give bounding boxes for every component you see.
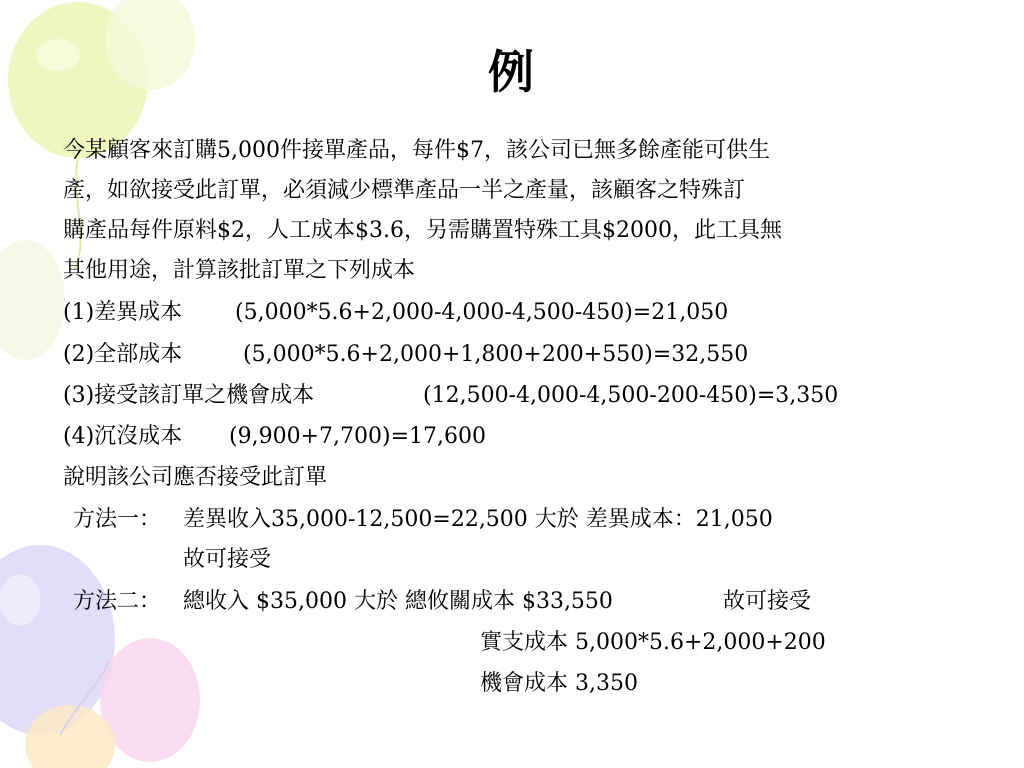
method-1-conclusion: 故可接受: [183, 547, 272, 572]
method-2: [73, 587, 811, 617]
item-4-label: (4)沉沒成本: [63, 424, 183, 449]
paragraph-line-3: 購產品每件原料$2，人工成本$3.6，另需購置特殊工具$2000，此工具無: [63, 218, 782, 243]
item-1: [63, 298, 728, 328]
item-3-label: (3)接受該訂單之機會成本: [63, 383, 315, 408]
paragraph-line-1: 今某顧客來訂購5,000件接單產品，每件$7，該公司已無多餘產能可供生: [63, 138, 770, 163]
slide-title: 例: [488, 45, 536, 99]
method-1-text: 差異收入35,000-12,500=22,500 大於 差異成本：21,050: [183, 507, 773, 532]
item-2: [63, 340, 748, 370]
item-1-formula: (5,000*5.6+2,000-4,000-4,500-450)=21,050: [235, 300, 729, 325]
item-4: [63, 422, 486, 452]
method-2-text: 總收入 $35,000 大於 總攸關成本 $33,550: [183, 589, 613, 614]
question: 說明該公司應否接受此訂單: [63, 465, 328, 490]
paragraph-line-2: 產，如欲接受此訂單，必須減少標準產品一半之產量，該顧客之特殊訂: [63, 178, 746, 203]
item-2-label: (2)全部成本: [63, 342, 183, 367]
method-2-label: 方法二：: [73, 589, 162, 614]
purple-balloon-highlight: [0, 574, 40, 626]
method-2-detail-2: 機會成本 3,350: [480, 671, 638, 696]
method-2-detail-1: 實支成本 5,000*5.6+2,000+200: [480, 630, 826, 655]
purple-balloon: [0, 545, 115, 735]
item-2-formula: (5,000*5.6+2,000+1,800+200+550)=32,550: [243, 342, 749, 367]
item-1-label: (1)差異成本: [63, 300, 183, 325]
item-4-formula: (9,900+7,700)=17,600: [229, 424, 486, 449]
method-1-label: 方法一：: [73, 507, 162, 532]
pink-balloon: [100, 638, 200, 762]
pale-balloon: [0, 240, 65, 360]
method-2-conclusion: 故可接受: [723, 589, 812, 614]
item-3: [63, 381, 838, 411]
item-3-formula: (12,500-4,000-4,500-200-450)=3,350: [423, 383, 839, 408]
method-1: [73, 505, 773, 535]
green-balloon-string: [75, 158, 81, 270]
paragraph-line-4: 其他用途，計算該批訂單之下列成本: [63, 258, 416, 283]
